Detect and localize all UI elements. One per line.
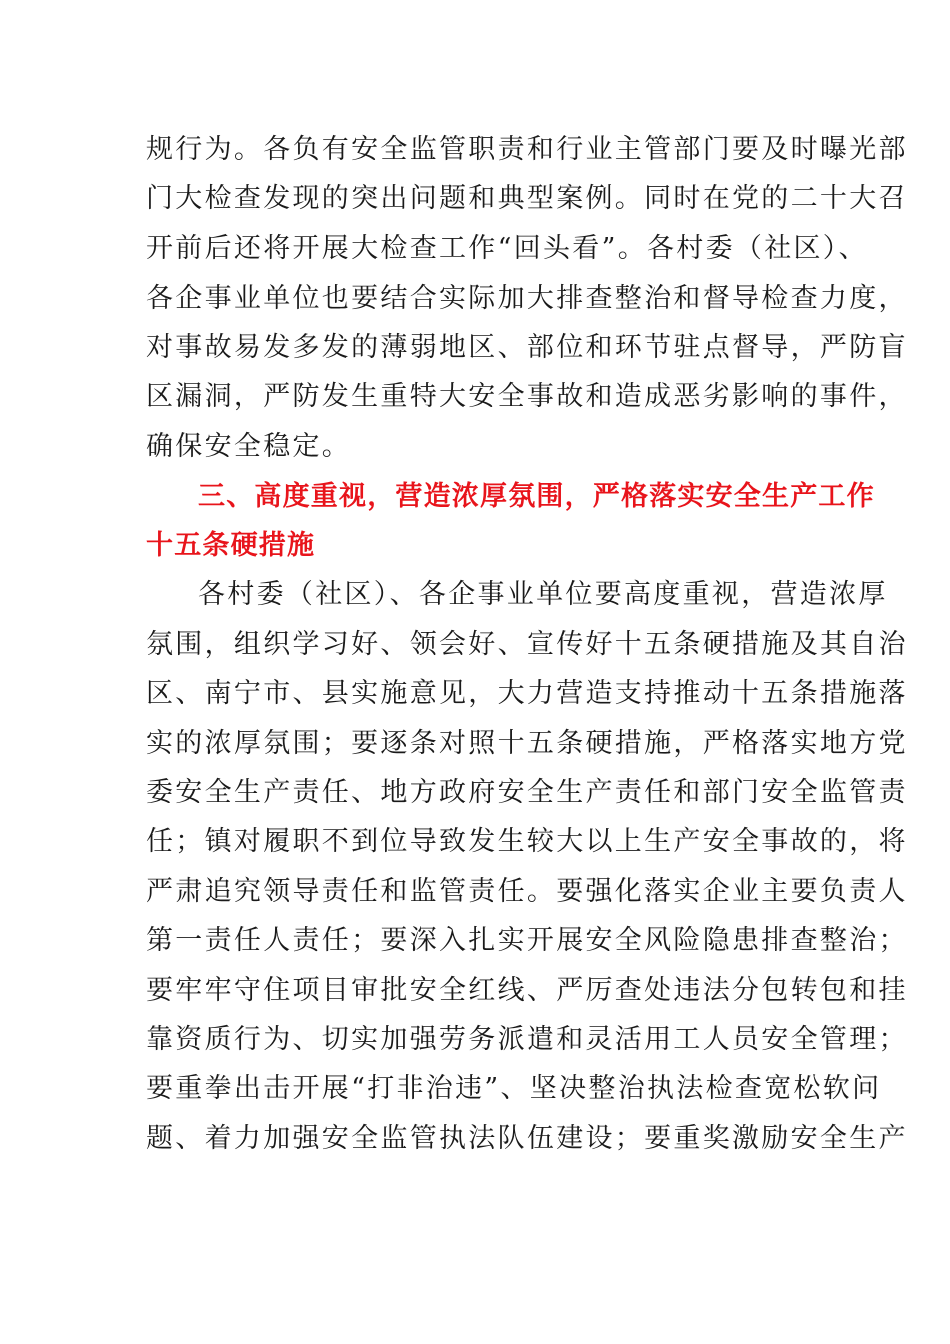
body-text-line: 要重拳出击开展“打非治违”、坚决整治执法检查宽松软问 <box>146 1073 882 1104</box>
body-text-line: 实的浓厚氛围；要逐条对照十五条硬措施，严格落实地方党 <box>146 728 908 759</box>
body-text-line: 区、南宁市、县实施意见，大力营造支持推动十五条措施落 <box>146 678 908 709</box>
body-text-line: 确保安全稳定。 <box>146 431 352 462</box>
section-heading: 三、高度重视，营造浓厚氛围，严格落实安全生产工作 <box>198 481 875 512</box>
body-text-line: 氛围，组织学习好、领会好、宣传好十五条硬措施及其自治 <box>146 629 908 660</box>
body-text-line: 委安全生产责任、地方政府安全生产责任和部门安全监管责 <box>146 777 908 808</box>
body-text-line: 各企事业单位也要结合实际加大排查整治和督导检查力度， <box>146 283 908 314</box>
body-text-line: 区漏洞，严防发生重特大安全事故和造成恶劣影响的事件， <box>146 381 908 412</box>
body-text-line: 靠资质行为、切实加强劳务派遣和灵活用工人员安全管理； <box>146 1024 908 1055</box>
body-text-line: 规行为。各负有安全监管职责和行业主管部门要及时曝光部 <box>146 134 908 165</box>
body-text-line: 第一责任人责任；要深入扎实开展安全风险隐患排查整治； <box>146 925 908 956</box>
body-text-line: 要牢牢守住项目审批安全红线、严厉查处违法分包转包和挂 <box>146 975 908 1006</box>
body-text-line: 门大检查发现的突出问题和典型案例。同时在党的二十大召 <box>146 183 908 214</box>
body-text-line: 任；镇对履职不到位导致发生较大以上生产安全事故的，将 <box>146 826 908 857</box>
body-text-line: 严肃追究领导责任和监管责任。要强化落实企业主要负责人 <box>146 876 908 907</box>
body-text-line: 各村委（社区）、各企事业单位要高度重视，营造浓厚 <box>198 579 888 610</box>
body-text-line: 题、着力加强安全监管执法队伍建设；要重奖激励安全生产 <box>146 1123 908 1154</box>
body-text-line: 开前后还将开展大检查工作“回头看”。各村委（社区）、 <box>146 233 868 264</box>
body-text-line: 对事故易发多发的薄弱地区、部位和环节驻点督导，严防盲 <box>146 332 908 363</box>
section-heading-continued: 十五条硬措施 <box>146 530 316 561</box>
